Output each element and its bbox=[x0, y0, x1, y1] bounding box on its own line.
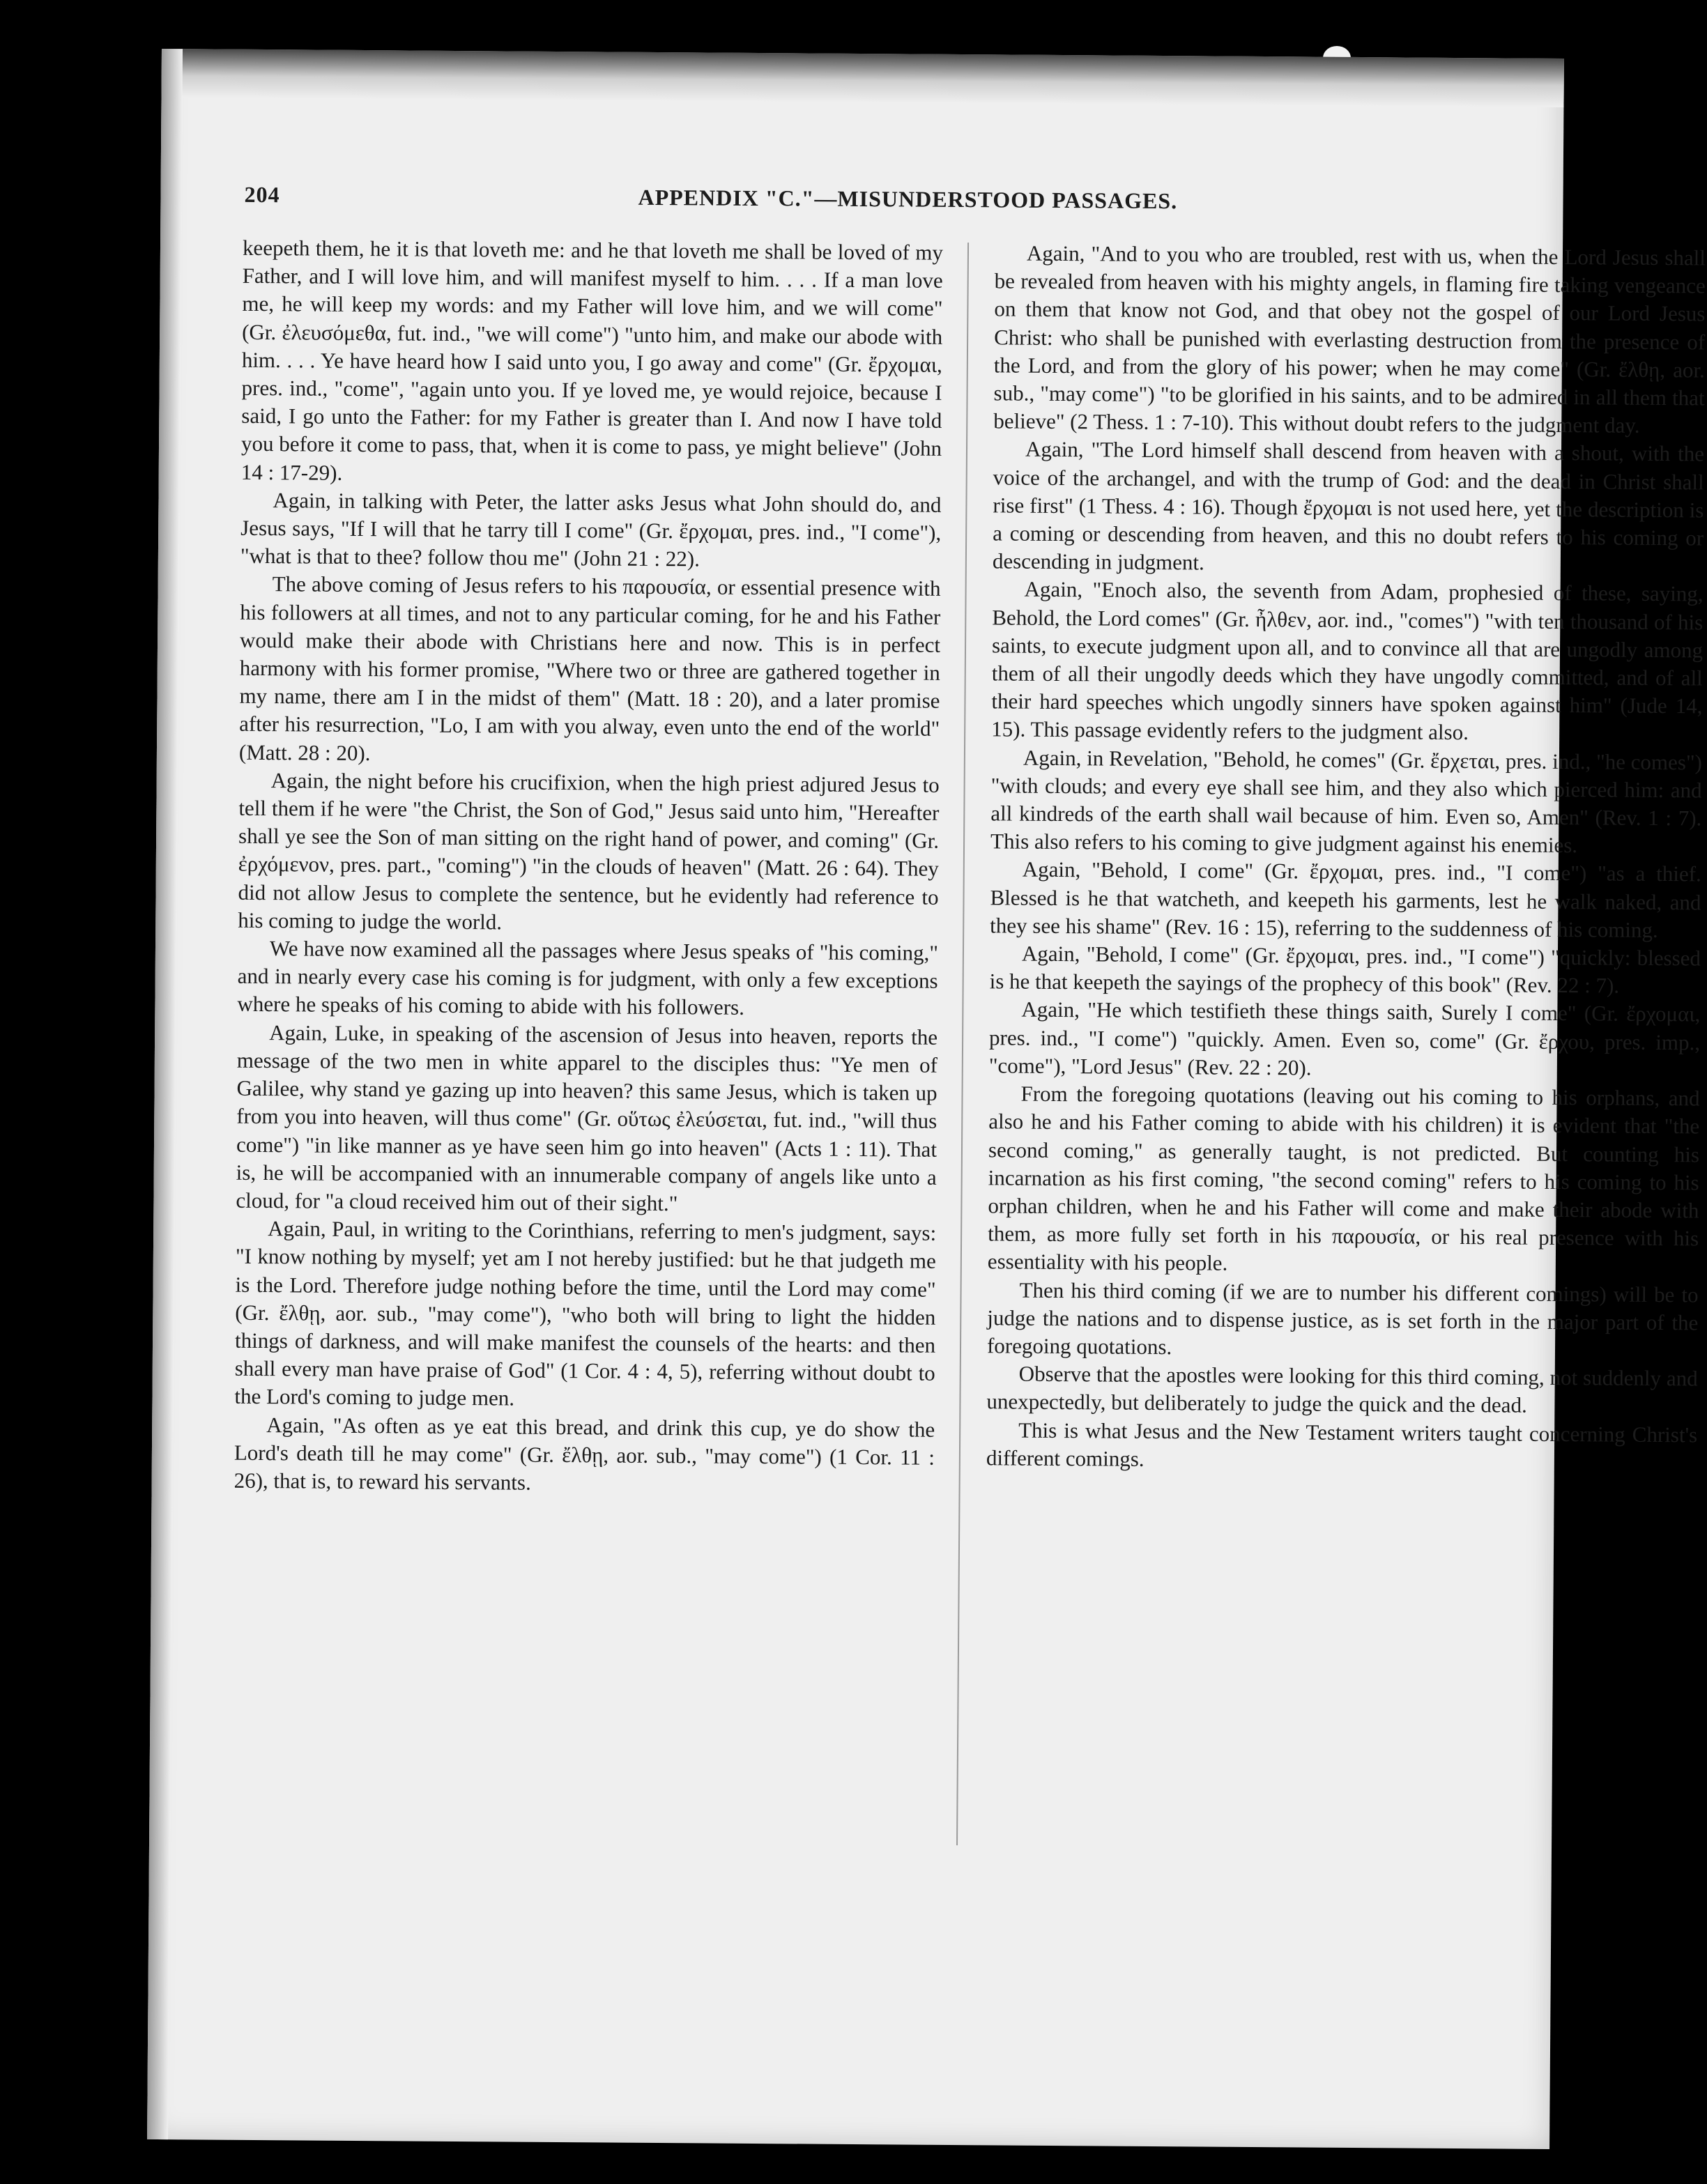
paragraph: Then his third coming (if we are to number his different comings) will be to judge the nations and to dispense justice, as is set forth in the major part of the foregoing quotations. bbox=[986, 1277, 1699, 1360]
paragraph: Again, "As often as ye eat this bread, and drink this cup, ye do show the Lord's death till he may come" (Gr. ἔλθῃ, aor. sub., "may come") (1 Cor. 11 : 26), that is, to reward his servants. bbox=[234, 1412, 935, 1495]
paragraph: From the foregoing quotations (leaving out his coming to his orphans, and also he and his Father coming to abide with his children) it is evident that "the second coming," as generally taught, is not predicted. But counting his incarnation as his first coming, "the second coming" refers to his coming to his orphan children, when he and his Father will come and make their abode with them, as more fully set forth in his παρουσία, or his real presence with his essentiality with his people. bbox=[987, 1081, 1700, 1276]
page-header bbox=[244, 182, 1331, 231]
left-column bbox=[234, 234, 944, 1500]
paragraph: Again, Paul, in writing to the Corinthians, referring to men's judgment, says: "I know nothing by myself; yet am I not hereby justified: but he that judgeth me is the Lord. Therefore judge nothing before the time, until the Lord may come" (Gr. ἔλθῃ, aor. sub., "may come"), "who both will bring to light the hidden things of darkness, and will make manifest the counsels of the hearts: and then shall every man have praise of God" (1 Cor. 4 : 4, 5), referring without doubt to the Lord's coming to judge men. bbox=[234, 1216, 937, 1410]
paragraph: We have now examined all the passages where Jesus speaks of "his coming," and in nearly every case his coming is for judgment, with only a few exceptions where he speaks of his coming to abide with his followers. bbox=[237, 936, 939, 1020]
page-number: 204 bbox=[244, 181, 280, 208]
paragraph: Again, "He which testifieth these things saith, Surely I come" (Gr. ἔρχομαι, pres. ind., "I come") "quickly. Amen. Even so, come" (Gr. ἔρχου, pres. imp., "come"), "Lord Jesus" (Rev. 22 : 20). bbox=[988, 997, 1701, 1080]
paragraph: Again, Luke, in speaking of the ascension of Jesus into heaven, reports the message of the two men in white apparel to the disciples thus: "Ye men of Galilee, why stand ye gazing up into heaven? this same Jesus, which is taken up from you into heaven, will thus come" (Gr. οὕτως ἐλεύσεται, fut. ind., "will thus come") "in like manner as ye have seen him go into heaven" (Acts 1 : 11). That is, he will be accompanied with an innumerable company of angels like unto a cloud, for "a cloud received him out of their sight." bbox=[236, 1020, 938, 1216]
paragraph: Observe that the apostles were looking for this third coming, not suddenly and unexpectedly, but deliberately to judge the quick and the dead. bbox=[986, 1361, 1698, 1418]
paragraph: Again, in Revelation, "Behold, he comes" (Gr. ἔρχεται, pres. ind., "he comes") "with clouds; and every eye shall see him, and they also which pierced him: and all kindreds of the earth shall wail because of him. Even so, Amen" (Rev. 1 : 7). This also refers to his coming to give judgment against his enemies. bbox=[990, 745, 1703, 858]
paragraph: Again, "And to you who are troubled, rest with us, when the Lord Jesus shall be revealed from heaven with his mighty angels, in flaming fire taking vengeance on them that know not God, and that obey not the gospel of our Lord Jesus Christ: who shall be punished with everlasting destruction from the presence of the Lord, and from the glory of his power; when he may come" (Gr. ἔλθῃ, aor. sub., "may come") "to be glorified in his saints, and to be admired in all them that believe" (2 Thess. 1 : 7-10). This without doubt refers to the judgment day. bbox=[993, 240, 1706, 438]
running-head: APPENDIX "C."—MISUNDERSTOOD PASSAGES. bbox=[638, 184, 1178, 214]
paragraph: Again, "Behold, I come" (Gr. ἔρχομαι, pres. ind., "I come") "as a thief. Blessed is he that watcheth, and keepeth his garments, lest he walk naked, and they see his shame" (Rev. 16 : 15), referring to the suddenness of his coming. bbox=[990, 857, 1701, 942]
paragraph: Again, "Behold, I come" (Gr. ἔρχομαι, pres. ind., "I come") "quickly: blessed is he that keepeth the sayings of the prophecy of this book" (Rev. 22 : 7). bbox=[989, 941, 1701, 998]
page-top-shadow bbox=[162, 49, 1564, 107]
paragraph: This is what Jesus and the New Testament writers taught concerning Christ's different comings. bbox=[986, 1417, 1698, 1471]
paragraph: Again, in talking with Peter, the latter asks Jesus what John should do, and Jesus says, "If I will that he tarry till I come" (Gr. ἔρχομαι, pres. ind., "I come"), "what is that to thee? follow thou me" (John 21 : 22). bbox=[240, 487, 942, 571]
document-page bbox=[147, 49, 1706, 2149]
paragraph: Again, the night before his crucifixion, when the high priest adjured Jesus to tell them if he were "the Christ, the Son of God," Jesus said unto him, "Hereafter shall ye see the Son of man sitting on the right hand of power, and coming" (Gr. ἐρχόμενον, pres. part., "coming") "in the clouds of heaven" (Matt. 26 : 64). They did not allow Jesus to complete the sentence, but he evidently had reference to his coming to judge the world. bbox=[238, 767, 940, 935]
paragraph: Again, "Enoch also, the seventh from Adam, prophesied of these, saying, Behold, the Lord comes" (Gr. ἦλθεν, aor. ind., "comes") "with ten thousand of his saints, to execute judgment upon all, and to convince all that are ungodly among them of all their ungodly deeds which they have ungodly committed, and of all their hard speeches which ungodly sinners have spoken against him" (Jude 14, 15). This passage evidently refers to the judgment also. bbox=[991, 577, 1704, 745]
column-divider bbox=[956, 243, 969, 1845]
paragraph: Again, "The Lord himself shall descend from heaven with a shout, with the voice of the archangel, and with the trump of God: and the dead in Christ shall rise first" (1 Thess. 4 : 16). Though ἔρχομαι is not used here, yet the description is a coming or descending from heaven, and this no doubt refers to his coming or descending in judgment. bbox=[992, 437, 1705, 575]
paragraph: keepeth them, he it is that loveth me: and he that loveth me shall be loved of my Father, and I will love him, and will manifest myself to him. . . . If a man love me, he will keep my words: and my Father will love him, and we will come" (Gr. ἐλευσόμεθα, fut. ind., "we will come") "unto him, and make our abode with him. . . . Ye have heard how I said unto you, I go away and come" (Gr. ἔρχομαι, pres. ind., "come", "again unto you. If ye loved me, ye would rejoice, because I said, I go unto the Father: for my Father is greater than I. And now I have told you before it come to pass, that, when it is come to pass, ye might believe" (John 14 : 17-29). bbox=[240, 235, 944, 485]
page-left-shadow bbox=[147, 49, 183, 2139]
right-column bbox=[986, 239, 1706, 1477]
paragraph: The above coming of Jesus refers to his παρουσία, or essential presence with his followers at all times, and not to any particular coming, for he and his Father would make their abode with Christians here and now. This is in perfect harmony with his former promise, "Where two or three are gathered together in my name, there am I in the midst of them" (Matt. 18 : 20), and a later promise after his resurrection, "Lo, I am with you alway, even unto the end of the world" (Matt. 28 : 20). bbox=[238, 571, 941, 765]
